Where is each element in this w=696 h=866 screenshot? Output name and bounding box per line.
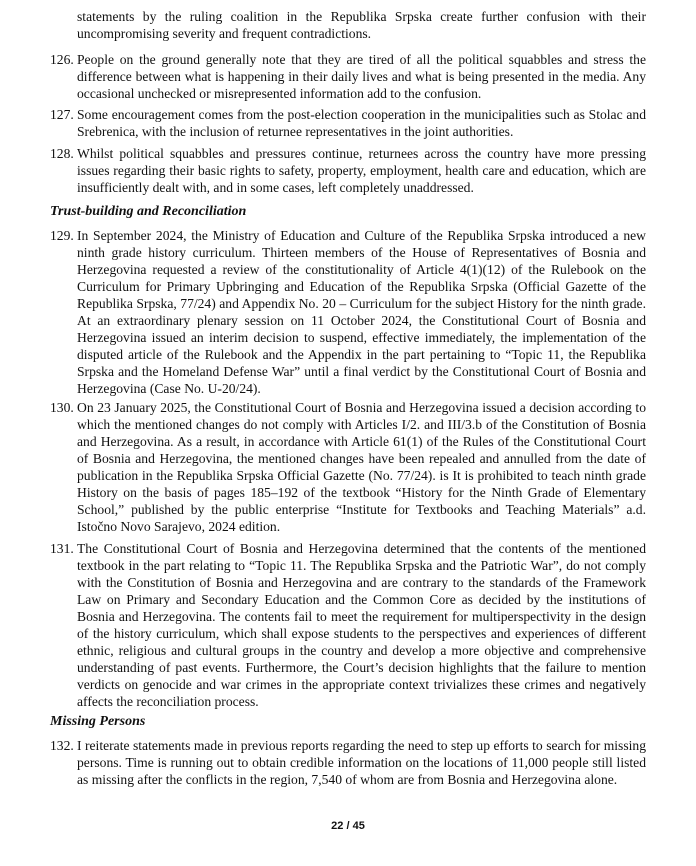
paragraph-128: [50, 145, 646, 196]
paragraph-number: 130.: [50, 400, 74, 415]
page-number: 22 / 45: [331, 820, 365, 832]
paragraph-text: On 23 January 2025, the Constitutional Court of Bosnia and Herzegovina issued a decision according to which the mentioned changes do not comply with Articles I/2. and III/3.b of the Constitution of Bosnia and Herzegovina. As a result, in accordance with Article 61(1) of the Rules of the Constitutional Court of Bosnia and Herzegovina, the mentioned changes have been repealed and annulled from the date of publication in the Republika Srpska Official Gazette (No. 77/24). is It is prohibited to teach ninth grade History on the basis of pages 185–192 of the textbook “History for the Ninth Grade of Elementary School,” published by the public enterprise “Institute for Textbooks and Teaching Materials” a.d. Istočno Novo Sarajevo, 2024 edition.: [77, 400, 646, 534]
paragraph-132: [50, 737, 646, 788]
paragraph-text: The Constitutional Court of Bosnia and Herzegovina determined that the contents of the mentioned textbook in the part relating to “Topic 11. The Republika Srpska and the Patriotic War”, do not comply with the Constitution of Bosnia and Herzegovina and are contrary to the standards of the Framework Law on Primary and Secondary Education and the Common Core as decided by the institutions of Bosnia and Herzegovina. The contents fail to meet the requirement for multiperspectivity in the design of the history curriculum, which shall expose students to the perspectives and experiences of different ethnic, religious and cultural groups in the country and develop a more objective and comprehensive understanding of past events. Furthermore, the Court’s decision highlights that the failure to mention verdicts on genocide and war crimes in the appropriate context trivializes these crimes and negatively affects the reconciliation process.: [77, 541, 646, 709]
paragraph-number: 131.: [50, 541, 74, 556]
paragraph-text: In September 2024, the Ministry of Education and Culture of the Republika Srpska introduced a new ninth grade history curriculum. Thirteen members of the House of Representatives of Bosnia and Herzegovina requested a review of the constitutionality of Article 4(1)(12) of the Rulebook on the Curriculum for Primary Upbringing and Education of the Republika Srpska (Official Gazette of the Republika Srpska, 77/24) and Appendix No. 20 – Curriculum for the subject History for the ninth grade. At an extraordinary plenary session on 11 October 2024, the Constitutional Court of Bosnia and Herzegovina issued an interim decision to suspend, effective immediately, the implementation of the disputed article of the Rulebook and the Appendix in the part pertaining to “Topic 11, the Republika Srpska and the Homeland Defense War” until a final verdict by the Constitutional Court of Bosnia and Herzegovina (Case No. U-20/24).: [77, 228, 646, 396]
paragraph-127: [50, 106, 646, 140]
paragraph-129: [50, 227, 646, 397]
paragraph-130: [50, 399, 646, 535]
paragraph-131: [50, 540, 646, 710]
paragraph-number: 132.: [50, 738, 74, 753]
paragraph-number: 126.: [50, 52, 74, 67]
paragraph-text: statements by the ruling coalition in the Republika Srpska create further confusion with their uncompromising severity and frequent contradictions.: [77, 9, 646, 41]
paragraph-text: Whilst political squabbles and pressures continue, returnees across the country have more pressing issues regarding their basic rights to safety, property, employment, health care and education, which are insufficiently dealt with, and in some cases, left completely unaddressed.: [77, 146, 646, 195]
paragraph-continuation: [50, 8, 646, 42]
paragraph-number: 129.: [50, 228, 74, 243]
paragraph-126: [50, 51, 646, 102]
paragraph-text: I reiterate statements made in previous reports regarding the need to step up efforts to search for missing persons. Time is running out to obtain credible information on the locations of 11,000 people still listed as missing after the conflicts in the region, 7,540 of whom are from Bosnia and Herzegovina alone.: [77, 738, 646, 787]
paragraph-text: Some encouragement comes from the post-election cooperation in the municipalities such as Stolac and Srebrenica, with the inclusion of returnee representatives in the joint authorities.: [77, 107, 646, 139]
paragraph-text: People on the ground generally note that they are tired of all the political squabbles and stress the difference between what is happening in their daily lives and what is being presented in the media. Any occasional unchecked or misrepresented information add to the confusion.: [77, 52, 646, 101]
paragraph-number: 128.: [50, 146, 74, 161]
section-heading-trust-building: Trust-building and Reconciliation: [50, 204, 247, 219]
paragraph-number: 127.: [50, 107, 74, 122]
section-heading-missing-persons: Missing Persons: [50, 714, 146, 729]
